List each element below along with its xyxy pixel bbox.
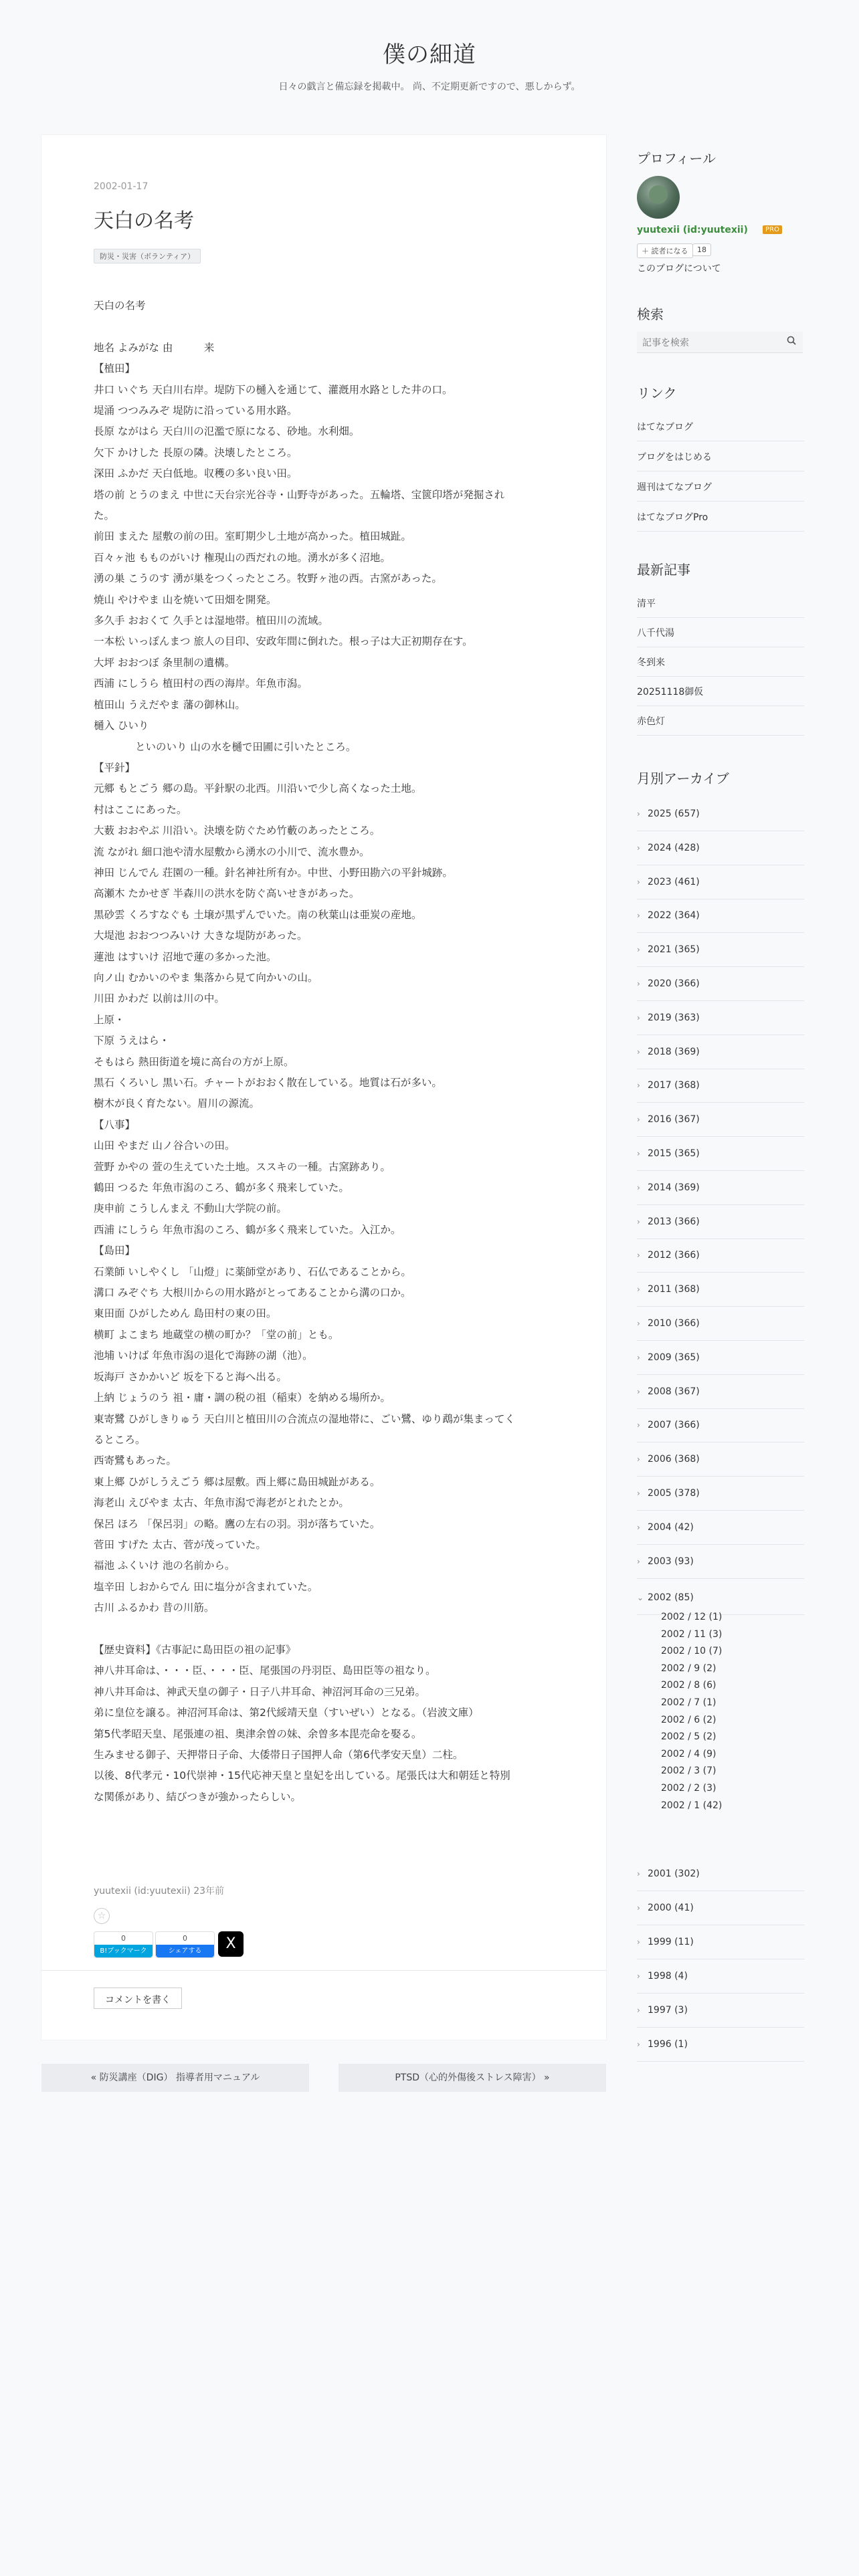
archive-year-label: 2001 (302): [648, 1868, 700, 1879]
body-line: 流 ながれ 細口池や清水屋敷から湧水の小川で、流水豊か。: [94, 845, 370, 858]
body-line: 山田 やまだ 山ノ谷合いの田。: [94, 1140, 235, 1152]
body-line: た。: [94, 510, 115, 522]
body-line: 東田面 ひがしためん 島田村の東の田。: [94, 1307, 277, 1320]
chevron-right-icon[interactable]: ›: [637, 843, 640, 853]
archive-month-item[interactable]: 2002 / 11 (3): [661, 1628, 723, 1640]
chevron-right-icon[interactable]: ›: [637, 1971, 640, 1981]
body-line: 【植田】: [94, 362, 136, 375]
archive-month-item[interactable]: 2002 / 3 (7): [661, 1765, 717, 1777]
chevron-right-icon[interactable]: ›: [637, 1352, 640, 1362]
body-line: 樹木が良く育たない。眉川の源流。: [94, 1097, 260, 1110]
body-line: 西浦 にしうら 年魚市潟のころ、鶴が多く飛来していた。入江か。: [94, 1223, 401, 1236]
archive-year-label: 1996 (1): [648, 2039, 688, 2050]
archive-year-item[interactable]: [637, 831, 804, 865]
body-line: 以後、8代孝元・10代崇神・15代応神天皇と皇妃を出している。尾張氏は大和朝廷と特別: [94, 1769, 510, 1782]
body-line: 堤涌 つつみみぞ 堤防に沿っている用水路。: [94, 405, 298, 417]
archive-year-item[interactable]: [637, 1511, 804, 1545]
hatena-bookmark-count: 0: [121, 1934, 126, 1943]
sidebar-link-item[interactable]: ブログをはじめる: [637, 442, 804, 471]
archive-year-item[interactable]: [637, 1341, 804, 1375]
archive-year-label: 2006 (368): [648, 1454, 700, 1465]
chevron-right-icon[interactable]: ›: [637, 1012, 640, 1023]
body-line: 元郷 もとごう 郷の島。平針駅の北西。川沿いで少し高くなった土地。: [94, 782, 422, 795]
body-line: 高瀬木 たかせぎ 半森川の洪水を防ぐ高いせきがあった。: [94, 887, 360, 900]
archive-year-item[interactable]: [637, 1035, 804, 1069]
recent-entry-item[interactable]: 赤色灯: [637, 706, 804, 736]
chevron-right-icon[interactable]: ›: [637, 1522, 640, 1532]
archive-year-item[interactable]: [637, 865, 804, 899]
body-line: 天白の名考: [94, 300, 146, 312]
archive-month-item[interactable]: 2002 / 5 (2): [661, 1731, 717, 1743]
archive-year-label: 2004 (42): [648, 1521, 694, 1533]
archive-month-item[interactable]: 2002 / 10 (7): [661, 1646, 723, 1657]
body-line: 西寄鷺もあった。: [94, 1455, 177, 1467]
body-line: 一本松 いっぽんまつ 旅人の目印、安政年間に倒れた。根っ子は大正初期存在す。: [94, 635, 473, 648]
category-tag[interactable]: 防災・災害（ボランティア）: [94, 249, 201, 263]
body-line: 焼山 やけやま 山を焼いて田畑を開発。: [94, 593, 277, 606]
archive-year-item[interactable]: [637, 1375, 804, 1409]
star-icon[interactable]: ☆: [94, 1908, 110, 1924]
archive-year-item[interactable]: [637, 1581, 804, 1615]
archive-year-item[interactable]: [637, 797, 804, 831]
body-line: 第5代孝昭天皇、尾張連の祖、奥津余曽の妹、余曽多本毘売命を娶る。: [94, 1727, 422, 1740]
body-line: 井口 いぐち 天白川右岸。堤防下の樋入を通じて、灌漑用水路とした井の口。: [94, 383, 453, 396]
entry-title[interactable]: 天白の名考: [94, 209, 194, 233]
archive-year-item[interactable]: [637, 1171, 804, 1205]
archive-year-item[interactable]: [637, 967, 804, 1001]
chevron-right-icon[interactable]: ›: [637, 1285, 640, 1295]
body-line: 大坪 おおつぼ 条里制の遺構。: [94, 656, 235, 669]
avatar-tree-icon: [649, 185, 668, 204]
archive-year-label: 2019 (363): [648, 1012, 700, 1023]
chevron-right-icon[interactable]: ›: [637, 2040, 640, 2049]
archive-month-item[interactable]: 2002 / 12 (1): [661, 1612, 723, 1622]
body-line: 坂海戸 さかかいど 坂を下ると海へ出る。: [94, 1370, 287, 1383]
archive-year-label: 2011 (368): [648, 1284, 700, 1295]
chevron-right-icon[interactable]: ›: [637, 1869, 640, 1879]
sidebar-link-item[interactable]: 週刊はてなブログ: [637, 472, 804, 502]
archive-year-item[interactable]: [637, 1408, 804, 1442]
body-line: 保呂 ほろ 「保呂羽」の略。鷹の左右の羽。羽が落ちていた。: [94, 1517, 381, 1530]
chevron-right-icon[interactable]: ›: [637, 1386, 640, 1396]
body-line: 樋入 ひいり: [94, 720, 149, 732]
chevron-down-icon[interactable]: ⌄: [637, 1593, 644, 1602]
body-line: 【島田】: [94, 1245, 136, 1257]
archive-year-item[interactable]: [637, 2028, 804, 2062]
archive-year-item[interactable]: [637, 1959, 804, 1994]
chevron-right-icon[interactable]: ›: [637, 979, 640, 988]
chevron-right-icon[interactable]: ›: [637, 1216, 640, 1226]
archive-year-item[interactable]: [637, 1103, 804, 1137]
body-line: 鶴田 つるた 年魚市潟のころ、鶴が多く飛来していた。: [94, 1182, 349, 1194]
body-line: 東寄鷺 ひがしきりゅう 天白川と植田川の合流点の湿地帯に、ごい鷺、ゆり鵡が集まってく: [94, 1412, 515, 1425]
chevron-right-icon[interactable]: ›: [637, 1937, 640, 1947]
body-line: 【平針】: [94, 761, 136, 774]
archive-year-label: 2020 (366): [648, 978, 700, 989]
body-line: 蓮池 はすいけ 沼地で蓮の多かった池。: [94, 950, 277, 963]
chevron-right-icon[interactable]: ›: [637, 1081, 640, 1091]
body-line: [94, 1619, 555, 1640]
archive-year-item[interactable]: [637, 1891, 804, 1925]
write-comment-button[interactable]: コメントを書く: [94, 1988, 182, 2009]
blog-title[interactable]: 僕の細道: [383, 41, 476, 68]
archive-month-item[interactable]: 2002 / 1 (42): [661, 1800, 723, 1811]
body-line: 池埔 いけば 年魚市潟の退化で海跡の湖（池）。: [94, 1350, 313, 1362]
blog-description: 日々の戯言と備忘録を掲載中。 尚、不定期更新ですので、悪しからず。: [278, 82, 581, 92]
archive-year-label: 2025 (657): [648, 809, 700, 819]
body-line: るところ。: [94, 1433, 146, 1446]
body-line: 溝口 みぞぐち 大根川からの用水路がとってあることから溝の口か。: [94, 1287, 411, 1299]
about-blog-link[interactable]: このブログについて: [637, 263, 721, 274]
entry-date[interactable]: 2002-01-17: [94, 181, 149, 192]
archive-year-label: 2021 (365): [648, 944, 700, 956]
body-line: 黒砂雲 くろすなぐも 土壌が黒ずんでいた。南の秋葉山は亜炭の産地。: [94, 908, 422, 921]
archive-year-item[interactable]: [637, 1857, 804, 1891]
entry-card: [41, 135, 606, 2040]
profile-name[interactable]: yuutexii (id:yuutexii): [637, 225, 748, 235]
facebook-share-count: 0: [183, 1934, 187, 1943]
body-line: 菅田 すげた 太古、菅が茂っていた。: [94, 1538, 266, 1551]
hatena-bookmark-label: B!ブックマーク: [94, 1945, 153, 1957]
archive-year-label: 2000 (41): [648, 1903, 694, 1913]
archive-year-item[interactable]: [637, 1477, 804, 1511]
archive-year-label: 1998 (4): [648, 1971, 688, 1981]
archive-year-label: 2007 (366): [648, 1420, 700, 1431]
archive-month-item[interactable]: 2002 / 9 (2): [661, 1662, 717, 1674]
archive-month-item[interactable]: 2002 / 4 (9): [661, 1748, 717, 1759]
archive-year-label: 2003 (93): [648, 1555, 694, 1567]
body-line: 神田 じんでん 荘園の一種。針名神社所有か。中世、小野田勘六の平針城跡。: [94, 866, 453, 879]
x-logo-icon: X: [225, 1935, 236, 1952]
body-line: 【歴史資料】《古事記に島田臣の祖の記事》: [94, 1643, 296, 1656]
archive-month-item[interactable]: 2002 / 7 (1): [661, 1697, 717, 1708]
archive-year-item[interactable]: [637, 1205, 804, 1239]
body-line: 福池 ふくいけ 池の名前から。: [94, 1560, 235, 1572]
body-line: 川田 かわだ 以前は川の中。: [94, 992, 225, 1005]
archive-year-label: 2023 (461): [648, 876, 700, 887]
body-line: [94, 316, 555, 337]
archive-year-item[interactable]: [637, 1001, 804, 1035]
archive-year-label: 2022 (364): [648, 910, 700, 922]
body-line: 海老山 えびやま 太古、年魚市潟で海老がとれたとか。: [94, 1497, 349, 1509]
archive-year-label: 2024 (428): [648, 842, 700, 853]
archive-year-label: 1997 (3): [648, 2005, 688, 2016]
body-line: 多久手 おおくて 久手とは湿地帯。植田川の流域。: [94, 615, 328, 627]
recent-entry-item[interactable]: 清平: [637, 588, 804, 618]
body-line: 塩辛田 しおからでん 田に塩分が含まれていた。: [94, 1580, 318, 1593]
chevron-right-icon[interactable]: ›: [637, 911, 640, 921]
search-input[interactable]: [637, 332, 803, 353]
body-line: 神八井耳命は、神武天皇の御子・日子八井耳命、神沼河耳命の三兄弟。: [94, 1685, 426, 1698]
body-line: 西浦 にしうら 植田村の西の海岸。年魚市潟。: [94, 677, 308, 690]
entry-author[interactable]: yuutexii (id:yuutexii) 23年前: [94, 1886, 225, 1897]
facebook-share-button[interactable]: [155, 1931, 215, 1958]
archive-year-label: 2012 (366): [648, 1250, 700, 1261]
chevron-right-icon[interactable]: ›: [637, 1455, 640, 1465]
chevron-right-icon[interactable]: ›: [637, 1251, 640, 1261]
archive-year-label: 2010 (366): [648, 1318, 700, 1329]
body-line: 前田 まえた 屋敷の前の田。室町期少し土地が高かった。植田城趾。: [94, 530, 411, 543]
search-heading: 検索: [637, 306, 664, 322]
avatar[interactable]: [637, 176, 680, 219]
chevron-right-icon[interactable]: ›: [637, 809, 640, 819]
body-line: 大堤池 おおつつみいけ 大きな堤防があった。: [94, 930, 308, 942]
recent-entry-item[interactable]: 20251118御仮: [637, 677, 804, 706]
chevron-right-icon[interactable]: ›: [637, 1556, 640, 1566]
archive-year-item[interactable]: [637, 1994, 804, 2028]
archive-year-label: 2013 (366): [648, 1216, 700, 1227]
archive-year-label: 2002 (85): [648, 1592, 694, 1603]
x-share-button[interactable]: [218, 1931, 244, 1957]
pro-badge: PRO: [763, 225, 782, 234]
archive-year-item[interactable]: [637, 1307, 804, 1341]
body-line: 横町 よこまち 地蔵堂の横の町か？「堂の前」とも。: [94, 1328, 339, 1341]
profile-heading: プロフィール: [637, 150, 716, 167]
body-line: 向ノ山 むかいのやま 集落から見て向かいの山。: [94, 971, 318, 984]
archive-year-item[interactable]: [637, 933, 804, 967]
archive-year-label: 2018 (369): [648, 1046, 700, 1057]
body-line: 地名 よみがな 由 来: [94, 341, 215, 354]
body-line: 黒石 くろいし 黒い石。チャートがおおく散在している。地質は石が多い。: [94, 1077, 442, 1089]
archive-year-label: 2017 (368): [648, 1080, 700, 1091]
chevron-right-icon[interactable]: ›: [637, 945, 640, 955]
body-line: 植田山 うえだやま 藩の御林山。: [94, 698, 246, 711]
archive-year-label: 2005 (378): [648, 1488, 700, 1499]
search-icon[interactable]: [787, 336, 796, 345]
recent-entry-item[interactable]: 八千代湯: [637, 618, 804, 647]
body-line: 生みませる御子、天押帯日子命、大倭帯日子国押人命（第6代孝安天皇）二柱。: [94, 1749, 464, 1761]
body-line: 神八井耳命は、・・・臣、・・・臣、尾張国の丹羽臣、島田臣等の祖なり。: [94, 1665, 436, 1677]
blog-header: [0, 0, 859, 134]
body-line: 湧の巣 こうのす 湧が巣をつくったところ。牧野ヶ池の西。古窯があった。: [94, 572, 442, 585]
archive-year-item[interactable]: [637, 1442, 804, 1477]
sidebar-link-item[interactable]: はてなブログPro: [637, 502, 804, 532]
body-line: 古川 ふるかわ 昔の川筋。: [94, 1602, 215, 1614]
follower-count: 18: [692, 243, 711, 256]
body-line: 塔の前 とうのまえ 中世に天台宗光谷寺・山野寺があった。五輪塔、宝篋印塔が発掘され: [94, 488, 505, 501]
chevron-right-icon[interactable]: ›: [637, 1420, 640, 1430]
body-line: 上納 じょうのう 祖・庸・調の税の祖（稲束）を納める場所か。: [94, 1392, 391, 1404]
chevron-right-icon[interactable]: ›: [637, 1115, 640, 1125]
chevron-right-icon[interactable]: ›: [637, 1047, 640, 1057]
archive-year-item[interactable]: [637, 1273, 804, 1307]
chevron-right-icon[interactable]: ›: [637, 1149, 640, 1158]
body-line: といのいり 山の水を樋で田圃に引いたところ。: [94, 740, 357, 753]
archive-year-item[interactable]: [637, 1925, 804, 1959]
archive-month-item[interactable]: 2002 / 8 (6): [661, 1680, 717, 1691]
archive-year-label: 2015 (365): [648, 1148, 700, 1159]
archive-year-item[interactable]: [637, 899, 804, 933]
chevron-right-icon[interactable]: ›: [637, 1903, 640, 1913]
body-line: な関係があり、結びつきが強かったらしい。: [94, 1790, 302, 1803]
body-line: 庚申前 こうしんまえ 不動山大学院の前。: [94, 1202, 287, 1215]
recent-entries-heading: 最新記事: [637, 562, 690, 578]
body-line: 上原・: [94, 1013, 125, 1026]
chevron-right-icon[interactable]: ›: [637, 1489, 640, 1498]
body-line: 【八事】: [94, 1118, 136, 1131]
prev-entry-link[interactable]: « 防災講座（DIG） 指導者用マニュアル: [41, 2064, 309, 2092]
archive-year-item[interactable]: [637, 1545, 804, 1579]
archive-year-label: 2008 (367): [648, 1386, 700, 1397]
archive-month-item[interactable]: 2002 / 6 (2): [661, 1714, 717, 1725]
next-entry-link[interactable]: PTSD（心的外傷後ストレス障害） »: [339, 2064, 606, 2092]
hatena-bookmark-button[interactable]: [94, 1931, 153, 1958]
recent-entry-item[interactable]: 冬到来: [637, 647, 804, 677]
facebook-share-label: シェアする: [156, 1945, 214, 1957]
entry-divider: [41, 1970, 606, 1971]
archive-year-item[interactable]: [637, 1069, 804, 1103]
chevron-right-icon[interactable]: ›: [637, 1182, 640, 1192]
entry-body: [94, 296, 555, 1808]
chevron-right-icon[interactable]: ›: [637, 2006, 640, 2015]
archive-month-item[interactable]: 2002 / 2 (3): [661, 1783, 717, 1794]
body-line: そもはら 熱田街道を境に高台の方が上原。: [94, 1055, 294, 1068]
archive-year-label: 2009 (365): [648, 1352, 700, 1363]
body-line: 萱野 かやの 萱の生えていた土地。ススキの一種。古窯跡あり。: [94, 1160, 391, 1173]
links-heading: リンク: [637, 385, 677, 401]
follow-button[interactable]: ＋ 読者になる: [637, 243, 693, 258]
sidebar-link-item[interactable]: はてなブログ: [637, 412, 804, 441]
archive-year-label: 2014 (369): [648, 1182, 700, 1193]
archive-heading: 月別アーカイブ: [637, 770, 729, 786]
archive-year-item[interactable]: [637, 1137, 804, 1171]
chevron-right-icon[interactable]: ›: [637, 877, 640, 887]
body-line: 東上郷 ひがしうえごう 郷は屋敷。西上郷に島田城趾がある。: [94, 1475, 381, 1488]
body-line: 下原 うえはら・: [94, 1035, 170, 1047]
body-line: 百々ヶ池 もものがいけ 権現山の西だれの地。湧水が多く沼地。: [94, 551, 391, 564]
chevron-right-icon[interactable]: ›: [637, 1319, 640, 1328]
body-line: 村はここにあった。: [94, 803, 187, 816]
body-line: 大薮 おおやぶ 川沿い。決壊を防ぐため竹藪のあったところ。: [94, 825, 381, 837]
body-line: 弟に皇位を譲る。神沼河耳命は、第2代綏靖天皇（すいぜい）となる。（岩波文庫）: [94, 1707, 479, 1719]
body-line: 深田 ふかだ 天白低地。収穫の多い良い田。: [94, 467, 298, 480]
archive-year-item[interactable]: [637, 1239, 804, 1273]
body-line: 石業師 いしやくし 「山燈」に薬師堂があり、石仏であることから。: [94, 1265, 411, 1278]
body-line: 欠下 かけした 長原の隣。決壊したところ。: [94, 446, 298, 459]
archive-year-label: 2016 (367): [648, 1114, 700, 1125]
body-line: 長原 ながはら 天白川の氾濫で原になる、砂地。水利畑。: [94, 425, 360, 438]
archive-year-label: 1999 (11): [648, 1937, 694, 1947]
